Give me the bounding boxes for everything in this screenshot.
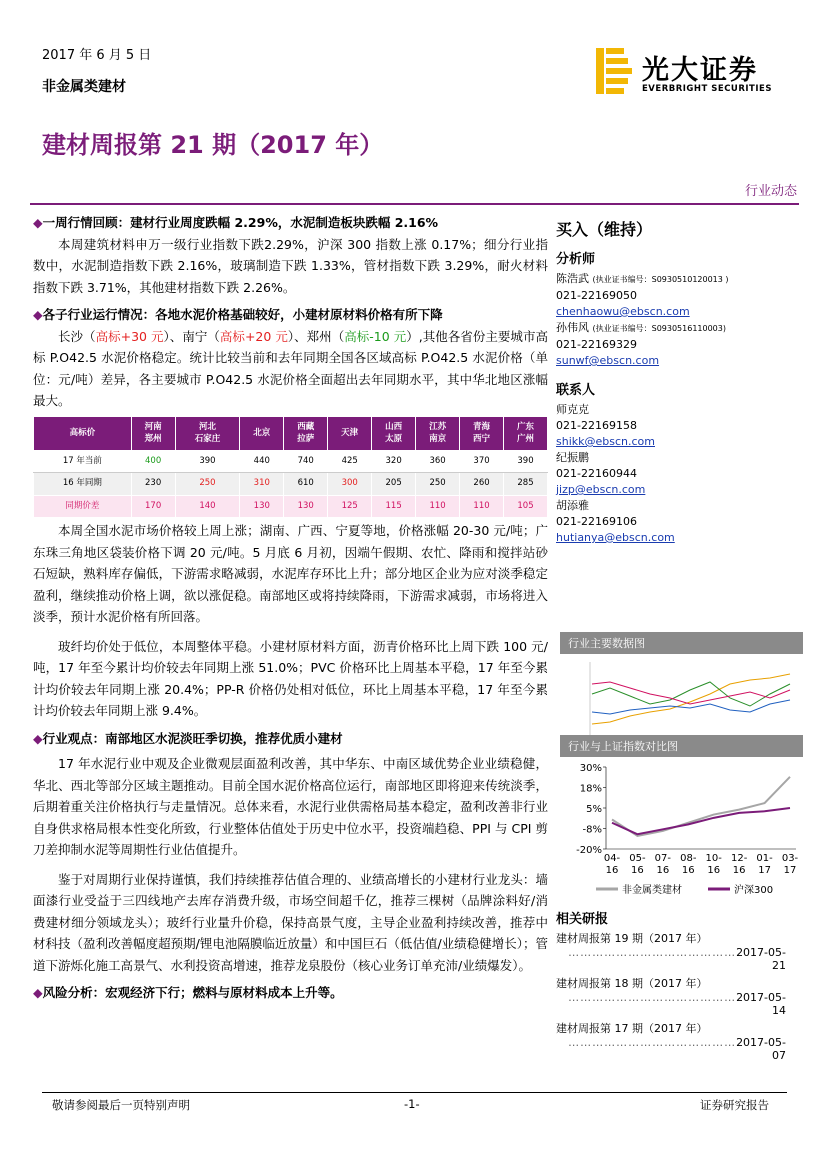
diamond-bullet-icon: ◆	[33, 985, 43, 1000]
x-tick-label: 16	[707, 865, 721, 876]
phone: 021-22169106	[556, 515, 637, 528]
related-date-row: ……………………………………2017-05-21	[568, 946, 786, 972]
text-run: ）、南宁（	[163, 328, 220, 344]
page-number: -1-	[404, 1097, 420, 1111]
table-cell: 105	[504, 495, 548, 518]
related-date: 2017-05-14	[736, 991, 786, 1017]
phone: 021-22169050	[556, 289, 637, 302]
paragraph: 玻纤均价处于低位，本周整体平稳。小建材原材料方面，沥青价格环比上周下跌 100 元/吨，17 年至今累计均价较去年同期上涨 51.0%；PVC 价格环比上周基本平稳，17 年至今累计均价较去年同期上涨 20.4%；PP-R 价格仍处相对低位，环比上周基本平稳，17 年至今累计均价较去年同期上涨 9.4%。	[33, 638, 548, 718]
contact-name: 胡添雅	[556, 499, 589, 512]
email-link[interactable]: chenhaowu@ebscn.com	[556, 305, 690, 318]
section-subsector	[33, 304, 548, 326]
table-cell: 230	[131, 473, 175, 496]
table-cell: 610	[284, 473, 328, 496]
table-cell: 740	[284, 450, 328, 473]
table-cell: 125	[328, 495, 372, 518]
table-cell: 140	[175, 495, 240, 518]
table-cell: 130	[284, 495, 328, 518]
related-report-item[interactable]	[556, 1020, 786, 1062]
text-run: 长沙（	[58, 328, 96, 344]
industry-data-thumbnail	[560, 654, 803, 746]
x-tick-label: 16	[681, 865, 695, 876]
license-number: (执业证书编号：S0930510120013 )	[592, 275, 729, 284]
email-link[interactable]: shikk@ebscn.com	[556, 435, 655, 448]
x-tick-label: 10-	[705, 853, 722, 864]
logo-en-text: EVERBRIGHT SECURITIES	[642, 84, 772, 94]
table-cell: 110	[416, 495, 460, 518]
x-tick-label: 12-	[730, 853, 748, 864]
phone: 021-22169158	[556, 419, 637, 432]
table-header-cell: 高标价	[34, 416, 132, 450]
legend-label: 非金属类建材	[622, 885, 682, 896]
section-heading: 一周行情回顾：建材行业周度跌幅 2.29%，水泥制造板块跌幅 2.16%	[42, 215, 439, 230]
x-tick-label: 05-	[629, 853, 646, 864]
phone: 021-22169329	[556, 338, 637, 351]
related-heading: 相关研报	[556, 912, 609, 927]
email-link[interactable]: hutianya@ebscn.com	[556, 531, 675, 544]
contact-entry	[556, 498, 806, 546]
related-date-row: ……………………………………2017-05-14	[568, 991, 786, 1017]
paragraph: 鉴于对周期行业保持谨慎，我们持续推荐估值合理的、业绩高增长的小建材行业龙头：墙面漆行业受益于三四线地产去库存消费升级，市场空间超千亿，推荐三棵树（品牌涂料好/消费建材细分领域龙头）；玻纤行业量升价稳，保持高景气度，主导企业盈利持续改善，推荐中材科技（盈利改善幅度超预期/锂电池隔膜临近放量）和中国巨石（低估值/业绩稳健增长）；管道下游烁化施工高景气、水利投资高增速，推荐龙泉股份（核心业务订单充沛/业绩爆发）。	[33, 871, 548, 973]
x-tick-label: 03-	[781, 853, 799, 864]
analyst-name: 孙伟风	[556, 321, 589, 334]
x-tick-label: 01-	[756, 853, 773, 864]
analyst-entry	[556, 320, 806, 369]
cement-price-table	[33, 416, 548, 519]
table-cell: 390	[504, 450, 548, 473]
section-heading: 行业观点：南部地区水泥淡旺季切换，推荐优质小建材	[42, 730, 343, 746]
y-tick-label: 5%	[586, 804, 602, 815]
report-title: 建材周报第 21 期（2017 年）	[42, 131, 384, 159]
header-divider	[30, 203, 799, 205]
index-comparison-chart	[560, 757, 803, 907]
table-cell: 250	[416, 473, 460, 496]
related-date-row: ……………………………………2017-05-07	[568, 1036, 786, 1062]
row-label: 17 年当前	[34, 450, 132, 473]
table-cell: 285	[504, 473, 548, 496]
table-header-cell: 天津	[328, 416, 372, 450]
related-date: 2017-05-07	[736, 1036, 786, 1062]
price-change-up: 高标+30 元	[95, 328, 164, 344]
series-line	[612, 777, 790, 836]
table-cell: 115	[372, 495, 416, 518]
section-weekly-review	[33, 212, 548, 234]
contact-heading: 联系人	[556, 383, 596, 398]
x-tick-label: 04-	[603, 853, 621, 864]
table-cell: 300	[328, 473, 372, 496]
table-cell: 130	[240, 495, 284, 518]
table-header-cell: 北京	[240, 416, 284, 450]
table-cell: 205	[372, 473, 416, 496]
footer-divider	[42, 1092, 787, 1093]
diamond-bullet-icon: ◆	[33, 307, 43, 322]
table-cell: 440	[240, 450, 284, 473]
price-change-down: 高标-10 元	[344, 328, 407, 344]
table-cell: 110	[460, 495, 504, 518]
analyst-name-row	[556, 320, 806, 337]
report-date: 2017 年 6 月 5 日	[42, 48, 152, 63]
x-tick-label: 16	[631, 865, 644, 876]
related-report-item[interactable]	[556, 975, 786, 1017]
analyst-name: 陈浩武	[556, 272, 589, 285]
related-title: 建材周报第 17 期（2017 年）	[556, 1022, 708, 1035]
report-type-tag: 行业动态	[744, 184, 797, 199]
price-change-up: 高标+20 元	[219, 328, 288, 344]
footer-disclaimer: 敬请参阅最后一页特别声明	[52, 1098, 190, 1112]
analyst-name-row	[556, 271, 806, 288]
license-number: (执业证书编号：S0930516110003)	[592, 324, 726, 333]
sidebar	[556, 222, 806, 546]
paragraph: 本周建筑材料申万一级行业指数下跌2.29%，沪深 300 指数上涨 0.17%；细分行业指数中，水泥制造指数下跌 2.16%，玻璃制造下跌 1.33%，管材指数下跌 3.29%，耐火材料指数下跌 3.71%，其他建材指数下跌 2.26%。	[33, 236, 548, 295]
y-tick-label: -20%	[576, 845, 602, 856]
main-column	[33, 212, 548, 1004]
paragraph: 17 年水泥行业中观及企业微观层面盈利改善，其中华东、中南区域优势企业业绩稳健，华北、西北等部分区域主题推动。目前全国水泥价格高位运行，南部地区即将迎来传统淡季，后期着重关注价格执行与走量情况。总体来看，水泥行业供需格局基本稳定，盈利改善非行业自身供求格局根本性变化所致，行业整体估值处于历史中位水平，投资端趋稳、PPI 与 CPI 剪刀差抑制水泥等周期性行业估值提升。	[33, 756, 548, 857]
index-comparison-box	[560, 735, 803, 911]
section-heading: 各子行业运行情况：各地水泥价格基础较好，小建材原材料价格有所下降	[42, 307, 443, 322]
industry-data-box	[560, 632, 803, 750]
row-label: 同期价差	[34, 495, 132, 518]
related-date: 2017-05-21	[736, 946, 786, 972]
analyst-entry	[556, 271, 806, 320]
table-cell: 400	[131, 450, 175, 473]
logo-cn-text: 光大证券	[642, 55, 758, 86]
text-run: ）,其他各省份主要城市高标 P.O42.5 水泥价格稳定。统计比较当前和去年同期全国各区域高标 P.O42.5 水泥价格（单位：元/吨）差异，各主要城市 P.O42.5 水泥价格全面超出去年同期水平，其中华北地区涨幅最大。	[33, 328, 548, 408]
table-cell: 260	[460, 473, 504, 496]
legend-label: 沪深300	[734, 885, 774, 896]
y-tick-label: 30%	[579, 763, 602, 774]
diamond-bullet-icon: ◆	[33, 730, 43, 746]
related-title: 建材周报第 19 期（2017 年）	[556, 932, 708, 945]
x-tick-label: 16	[605, 865, 619, 876]
table-cell: 360	[416, 450, 460, 473]
table-header-cell: 江苏 南京	[416, 416, 460, 450]
row-label: 16 年同期	[34, 473, 132, 496]
related-report-item[interactable]	[556, 930, 786, 972]
sector-label: 非金属类建材	[42, 79, 126, 95]
email-link[interactable]: sunwf@ebscn.com	[556, 354, 660, 367]
diamond-bullet-icon: ◆	[33, 215, 43, 230]
x-tick-label: 08-	[680, 853, 697, 864]
text-run: ）、郑州（	[287, 328, 345, 344]
table-row	[34, 473, 548, 496]
everbright-logo-icon	[596, 48, 632, 94]
table-row	[34, 450, 548, 473]
table-header-cell: 河北 石家庄	[175, 416, 240, 450]
rating: 买入（维持）	[556, 220, 653, 239]
x-tick-label: 16	[656, 865, 670, 876]
company-logo	[596, 48, 796, 96]
table-header-row	[34, 416, 548, 450]
x-tick-label: 17	[783, 865, 797, 876]
related-reports	[556, 904, 786, 1062]
x-tick-label: 07-	[654, 853, 672, 864]
y-tick-label: 18%	[579, 783, 602, 795]
table-header-cell: 山西 太原	[372, 416, 416, 450]
contact-entry	[556, 450, 806, 498]
phone: 021-22160944	[556, 467, 637, 480]
table-cell: 170	[131, 495, 175, 518]
paragraph: 本周全国水泥市场价格较上周上涨；湖南、广西、宁夏等地，价格涨幅 20-30 元/吨；广东珠三角地区袋装价格下调 20 元/吨。5 月底 6 月初，因端午假期、农忙、降雨和搅拌站砂石短缺，熟料库存偏低，下游需求略减弱，水泥库存环比上升；部分地区企业为应对淡季稳定盈利，继续推动价格上调，欲以涨促稳。南部地区或将持续降雨，下游需求减弱，市场将进入淡季，预计水泥价格有所回落。	[33, 523, 548, 624]
table-cell: 310	[240, 473, 284, 496]
x-tick-label: 17	[758, 865, 771, 876]
table-cell: 250	[175, 473, 240, 496]
analyst-heading: 分析师	[556, 252, 596, 267]
box-heading: 行业主要数据图	[560, 632, 803, 654]
contact-name: 纪振鹏	[556, 451, 589, 464]
x-tick-label: 16	[732, 865, 746, 876]
contact-name: 师克克	[556, 403, 589, 416]
table-cell: 370	[460, 450, 504, 473]
contact-entry	[556, 402, 806, 450]
paragraph	[33, 326, 548, 412]
section-view	[33, 728, 548, 750]
table-header-cell: 青海 西宁	[460, 416, 504, 450]
table-cell: 390	[175, 450, 240, 473]
footer-report-type: 证券研究报告	[700, 1098, 769, 1112]
table-row	[34, 495, 548, 518]
table-header-cell: 西藏 拉萨	[284, 416, 328, 450]
related-title: 建材周报第 18 期（2017 年）	[556, 977, 708, 990]
table-header-cell: 河南 郑州	[131, 416, 175, 450]
section-heading: 风险分析：宏观经济下行；燃料与原材料成本上升等。	[42, 985, 343, 1000]
section-risk	[33, 982, 548, 1004]
table-header-cell: 广东 广州	[504, 416, 548, 450]
table-cell: 425	[328, 450, 372, 473]
table-cell: 320	[372, 450, 416, 473]
email-link[interactable]: jizp@ebscn.com	[556, 483, 646, 496]
box-heading: 行业与上证指数对比图	[560, 735, 803, 757]
y-tick-label: -8%	[582, 824, 602, 836]
series-line	[612, 808, 790, 834]
